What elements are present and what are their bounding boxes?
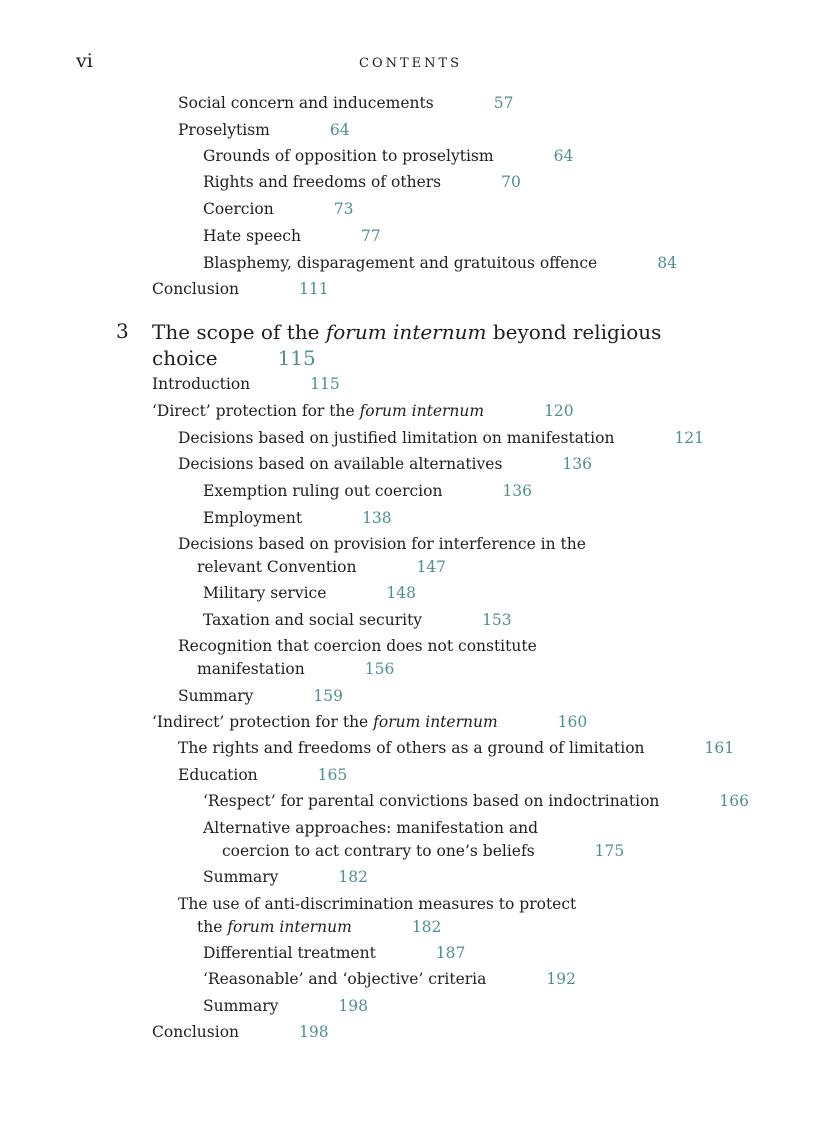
chapter-title-part: choice <box>152 346 218 370</box>
entry-title-italic: forum internum <box>227 918 352 936</box>
toc-entry <box>203 198 353 221</box>
entry-title: Summary <box>203 997 279 1015</box>
entry-title: Education <box>178 766 258 784</box>
entry-title-italic: forum internum <box>359 402 485 420</box>
chapter-title <box>152 319 661 371</box>
entry-title: Military service <box>203 584 327 602</box>
page-number: 138 <box>362 509 392 527</box>
page-number: 77 <box>360 227 381 245</box>
chapter-title-italic: forum internum <box>325 320 487 344</box>
toc-entry <box>203 942 465 965</box>
page-folio: vi <box>76 50 93 72</box>
entry-title: Recognition that coercion does not constitute <box>178 637 537 655</box>
toc-entry <box>178 119 350 142</box>
toc-entry <box>203 609 512 632</box>
page-number: 115 <box>310 375 340 393</box>
chapter-title-part: The scope of the <box>152 320 326 344</box>
chapter-page-number: 115 <box>277 346 316 370</box>
toc-entry <box>178 533 586 579</box>
page-number: 182 <box>411 918 442 936</box>
toc-entry <box>178 737 734 760</box>
toc-entry <box>152 400 574 423</box>
page-number: 64 <box>329 121 350 139</box>
entry-title-continued: coercion to act contrary to one’s beliefs <box>222 842 535 860</box>
page-number: 111 <box>299 280 329 298</box>
page-number: 121 <box>674 429 705 447</box>
entry-title-italic: forum internum <box>373 713 498 731</box>
entry-title-continued: relevant Convention <box>197 558 357 576</box>
entry-title: Decisions based on provision for interference in the <box>178 535 586 553</box>
page-number: 148 <box>386 584 417 602</box>
entry-title: Taxation and social security <box>203 611 423 629</box>
page-number: 165 <box>317 766 348 784</box>
entry-title: ‘Respect’ for parental convictions based on indoctrination <box>203 792 660 810</box>
entry-title: Decisions based on available alternatives <box>178 455 503 473</box>
entry-title: Employment <box>203 509 303 527</box>
page-number: 70 <box>501 173 521 191</box>
entry-title: Blasphemy, disparagement and gratuitous offence <box>203 254 598 272</box>
page-number: 120 <box>544 402 574 420</box>
toc-entry <box>152 373 340 396</box>
page-number: 147 <box>416 558 447 576</box>
toc-entry <box>178 764 347 787</box>
toc-entry <box>178 685 343 708</box>
entry-title-continued: manifestation <box>197 660 305 678</box>
page-number: 198 <box>338 997 368 1015</box>
entry-title: Decisions based on justified limitation on manifestation <box>178 429 615 447</box>
entry-title: Social concern and inducements <box>178 94 434 112</box>
entry-title: Summary <box>178 687 254 705</box>
chapter-number: 3 <box>116 319 129 343</box>
entry-title: Alternative approaches: manifestation and <box>203 819 539 837</box>
page-number: 64 <box>553 147 574 165</box>
entry-title: Rights and freedoms of others <box>203 173 442 191</box>
chapter-title-part: beyond religious <box>486 320 662 344</box>
toc-entry <box>178 92 513 115</box>
page-number: 156 <box>364 660 395 678</box>
page-number: 159 <box>313 687 343 705</box>
toc-entry <box>152 278 329 301</box>
toc-entry <box>178 453 592 476</box>
toc-entry <box>152 711 587 734</box>
toc-entry <box>203 225 381 248</box>
entry-title-continued: the <box>197 918 228 936</box>
toc-entry <box>203 582 416 605</box>
page-number: 198 <box>299 1023 329 1041</box>
toc-entry <box>203 171 521 194</box>
page-number: 182 <box>338 868 368 886</box>
toc-entry <box>203 480 532 503</box>
entry-title: Exemption ruling out coercion <box>203 482 443 500</box>
entry-title: ‘Direct’ protection for the <box>152 402 360 420</box>
page-number: 73 <box>333 200 354 218</box>
page-number: 187 <box>435 944 466 962</box>
entry-title: Proselytism <box>178 121 270 139</box>
entry-title: Hate speech <box>203 227 301 245</box>
page-number: 57 <box>493 94 514 112</box>
entry-title: ‘Reasonable’ and ‘objective’ criteria <box>203 970 487 988</box>
toc-entry <box>203 995 368 1018</box>
entry-title: Conclusion <box>152 1023 240 1041</box>
page-number: 192 <box>546 970 576 988</box>
entry-title: The use of anti-discrimination measures to protect <box>178 895 577 913</box>
entry-title: ‘Indirect’ protection for the <box>152 713 374 731</box>
page-number: 136 <box>562 455 592 473</box>
toc-entry <box>203 968 576 991</box>
page-number: 136 <box>502 482 533 500</box>
toc-entry <box>203 252 677 275</box>
toc-entry <box>203 866 368 889</box>
entry-title: The rights and freedoms of others as a ground of limitation <box>178 739 645 757</box>
toc-entry <box>203 507 392 530</box>
entry-title: Introduction <box>152 375 251 393</box>
toc-entry <box>203 817 624 863</box>
page-number: 166 <box>719 792 750 810</box>
page-number: 160 <box>557 713 588 731</box>
toc-entry <box>203 145 573 168</box>
toc-entry <box>178 893 576 939</box>
toc-entry <box>203 790 749 813</box>
page-number: 175 <box>594 842 625 860</box>
toc-entry <box>178 635 537 681</box>
page-number: 161 <box>704 739 735 757</box>
entry-title: Differential treatment <box>203 944 376 962</box>
toc-entry <box>152 1021 329 1044</box>
entry-title: Summary <box>203 868 279 886</box>
entry-title: Conclusion <box>152 280 240 298</box>
toc-entry <box>178 427 704 450</box>
entry-title: Coercion <box>203 200 274 218</box>
entry-title: Grounds of opposition to proselytism <box>203 147 494 165</box>
running-head: CONTENTS <box>359 56 463 71</box>
page-number: 153 <box>482 611 512 629</box>
page-number: 84 <box>657 254 677 272</box>
